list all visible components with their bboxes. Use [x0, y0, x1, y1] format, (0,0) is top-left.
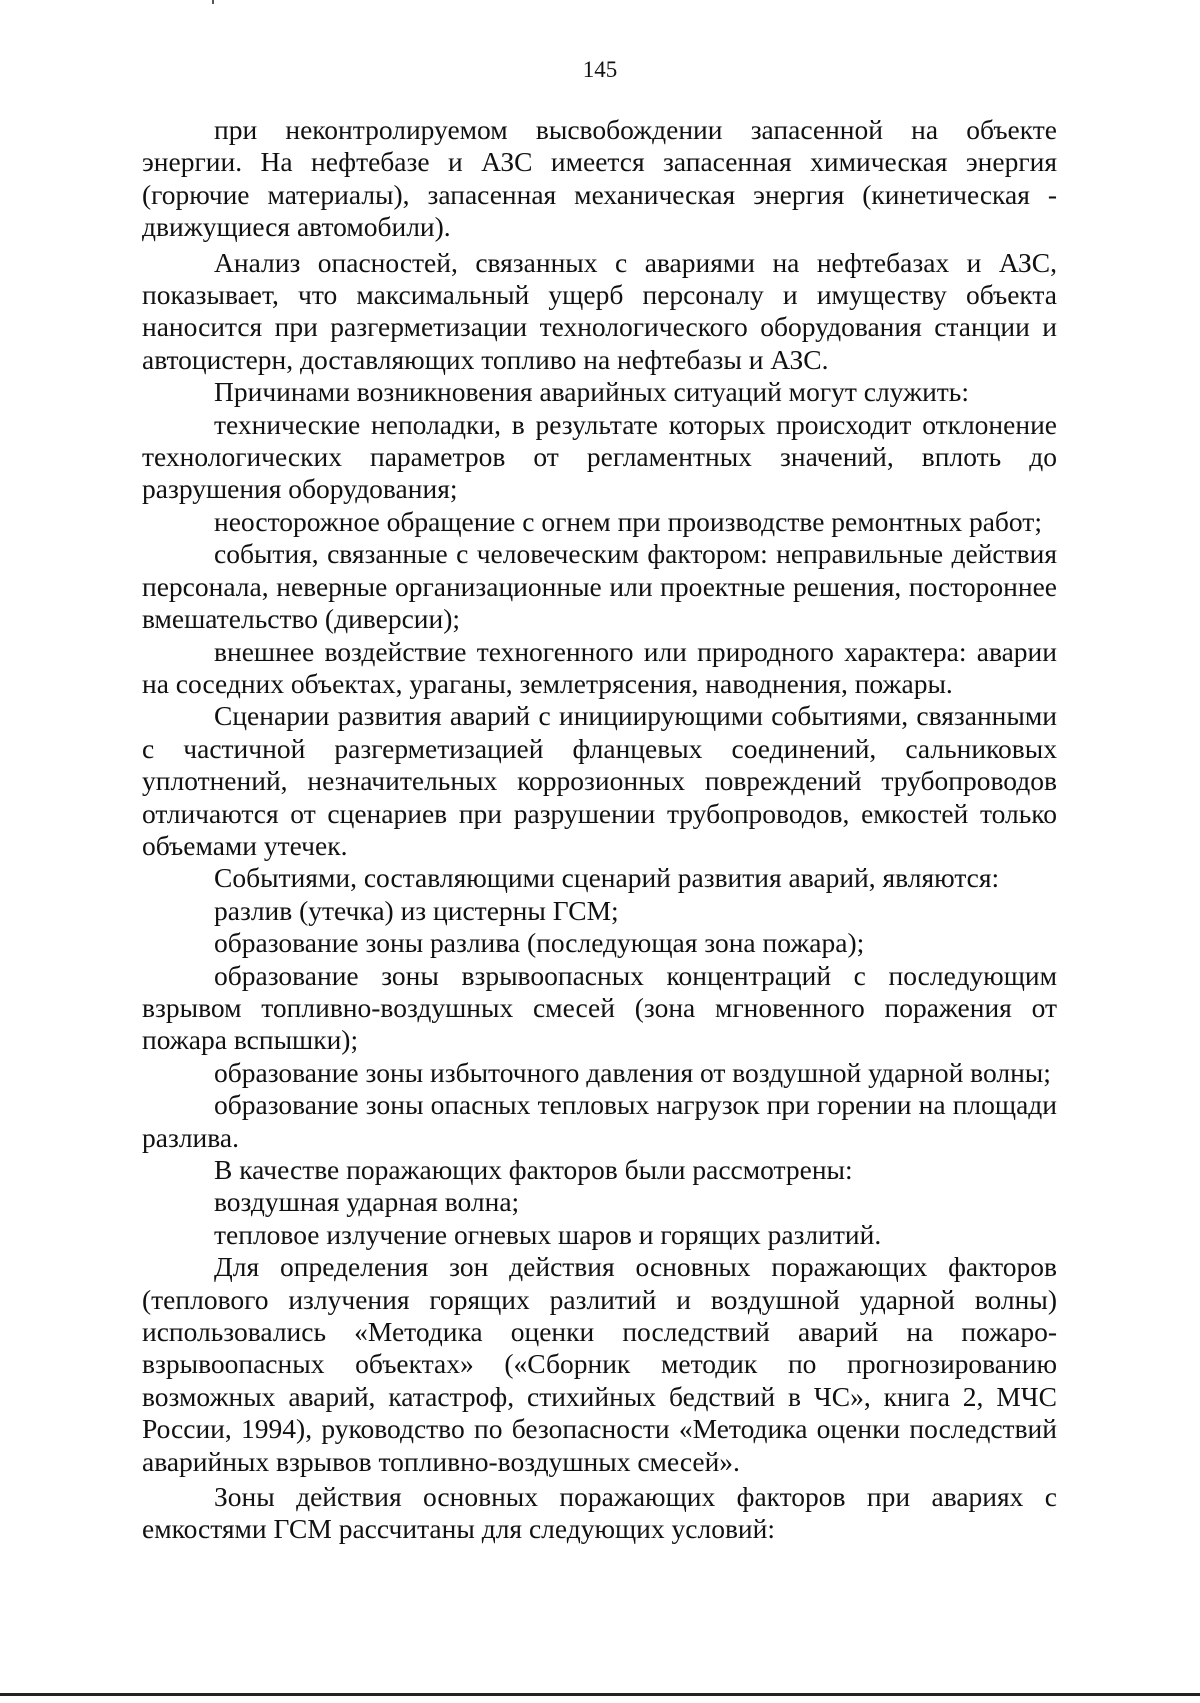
- list-item: воздушная ударная волна;: [214, 1186, 520, 1218]
- paragraph: Причинами возникновения аварийных ситуаций могут служить:: [214, 376, 969, 408]
- list-item: неосторожное обращение с огнем при производстве ремонтных работ;: [214, 505, 1042, 537]
- scan-mark: [212, 0, 214, 4]
- list-item: внешнее воздействие техногенного или природного характера: аварии на соседних объектах, ураганы, землетрясения, наводнения, пожары.: [142, 635, 1057, 699]
- list-item: тепловое излучение огневых шаров и горящих разлитий.: [214, 1218, 882, 1250]
- paragraph: Сценарии развития аварий с инициирующими событиями, связанными с частичной разгерметизацией фланцевых соединений, сальниковых уплотнений, незначительных коррозионных повреждений трубопроводов отличаются от сценариев при разрушении трубопроводов, емкостей только объемами утечек.: [142, 700, 1057, 861]
- paragraph: Событиями, составляющими сценарий развития аварий, являются:: [214, 862, 1000, 894]
- list-item: события, связанные с человеческим фактором: неправильные действия персонала, неверные организационные или проектные решения, постороннее вмешательство (диверсии);: [142, 538, 1057, 635]
- list-item: образование зоны опасных тепловых нагрузок при горении на площади разлива.: [142, 1089, 1057, 1153]
- paragraph: Анализ опасностей, связанных с авариями на нефтебазах и АЗС, показывает, что максимальный ущерб персоналу и имуществу объекта наносится при разгерметизации технологического оборудования станции и автоцистерн, доставляющих топливо на нефтебазы и АЗС.: [142, 246, 1057, 375]
- list-item: образование зоны взрывоопасных концентраций с последующим взрывом топливно-воздушных смесей (зона мгновенного поражения от пожара вспышки);: [142, 959, 1057, 1056]
- paragraph: при неконтролируемом высвобождении запасенной на объекте энергии. На нефтебазе и АЗС имеется запасенная химическая энергия (горючие материалы), запасенная механическая энергия (кинетическая - движущиеся автомобили).: [142, 114, 1057, 243]
- paragraph: Зоны действия основных поражающих факторов при авариях с емкостями ГСМ рассчитаны для следующих условий:: [142, 1481, 1057, 1545]
- list-item: разлив (утечка) из цистерны ГСМ;: [214, 894, 619, 926]
- page-number: 145: [582, 57, 618, 82]
- body-text: [142, 114, 1057, 1546]
- list-item: образование зоны разлива (последующая зона пожара);: [214, 927, 865, 959]
- list-item: технические неполадки, в результате которых происходит отклонение технологических параметров от регламентных значений, вплоть до разрушения оборудования;: [142, 408, 1057, 505]
- page-bottom-edge: [0, 1693, 1200, 1696]
- list-item: образование зоны избыточного давления от воздушной ударной волны;: [214, 1056, 1051, 1088]
- paragraph: Для определения зон действия основных поражающих факторов (теплового излучения горящих разлитий и воздушной ударной волны) использовались «Методика оценки последствий аварий на пожаро-взрывоопасных объектах» («Сборник методик по прогнозированию возможных аварий, катастроф, стихийных бедствий в ЧС», книга 2, МЧС России, 1994), руководство по безопасности «Методика оценки последствий аварийных взрывов топливно-воздушных смесей».: [142, 1251, 1057, 1477]
- paragraph: В качестве поражающих факторов были рассмотрены:: [214, 1154, 853, 1185]
